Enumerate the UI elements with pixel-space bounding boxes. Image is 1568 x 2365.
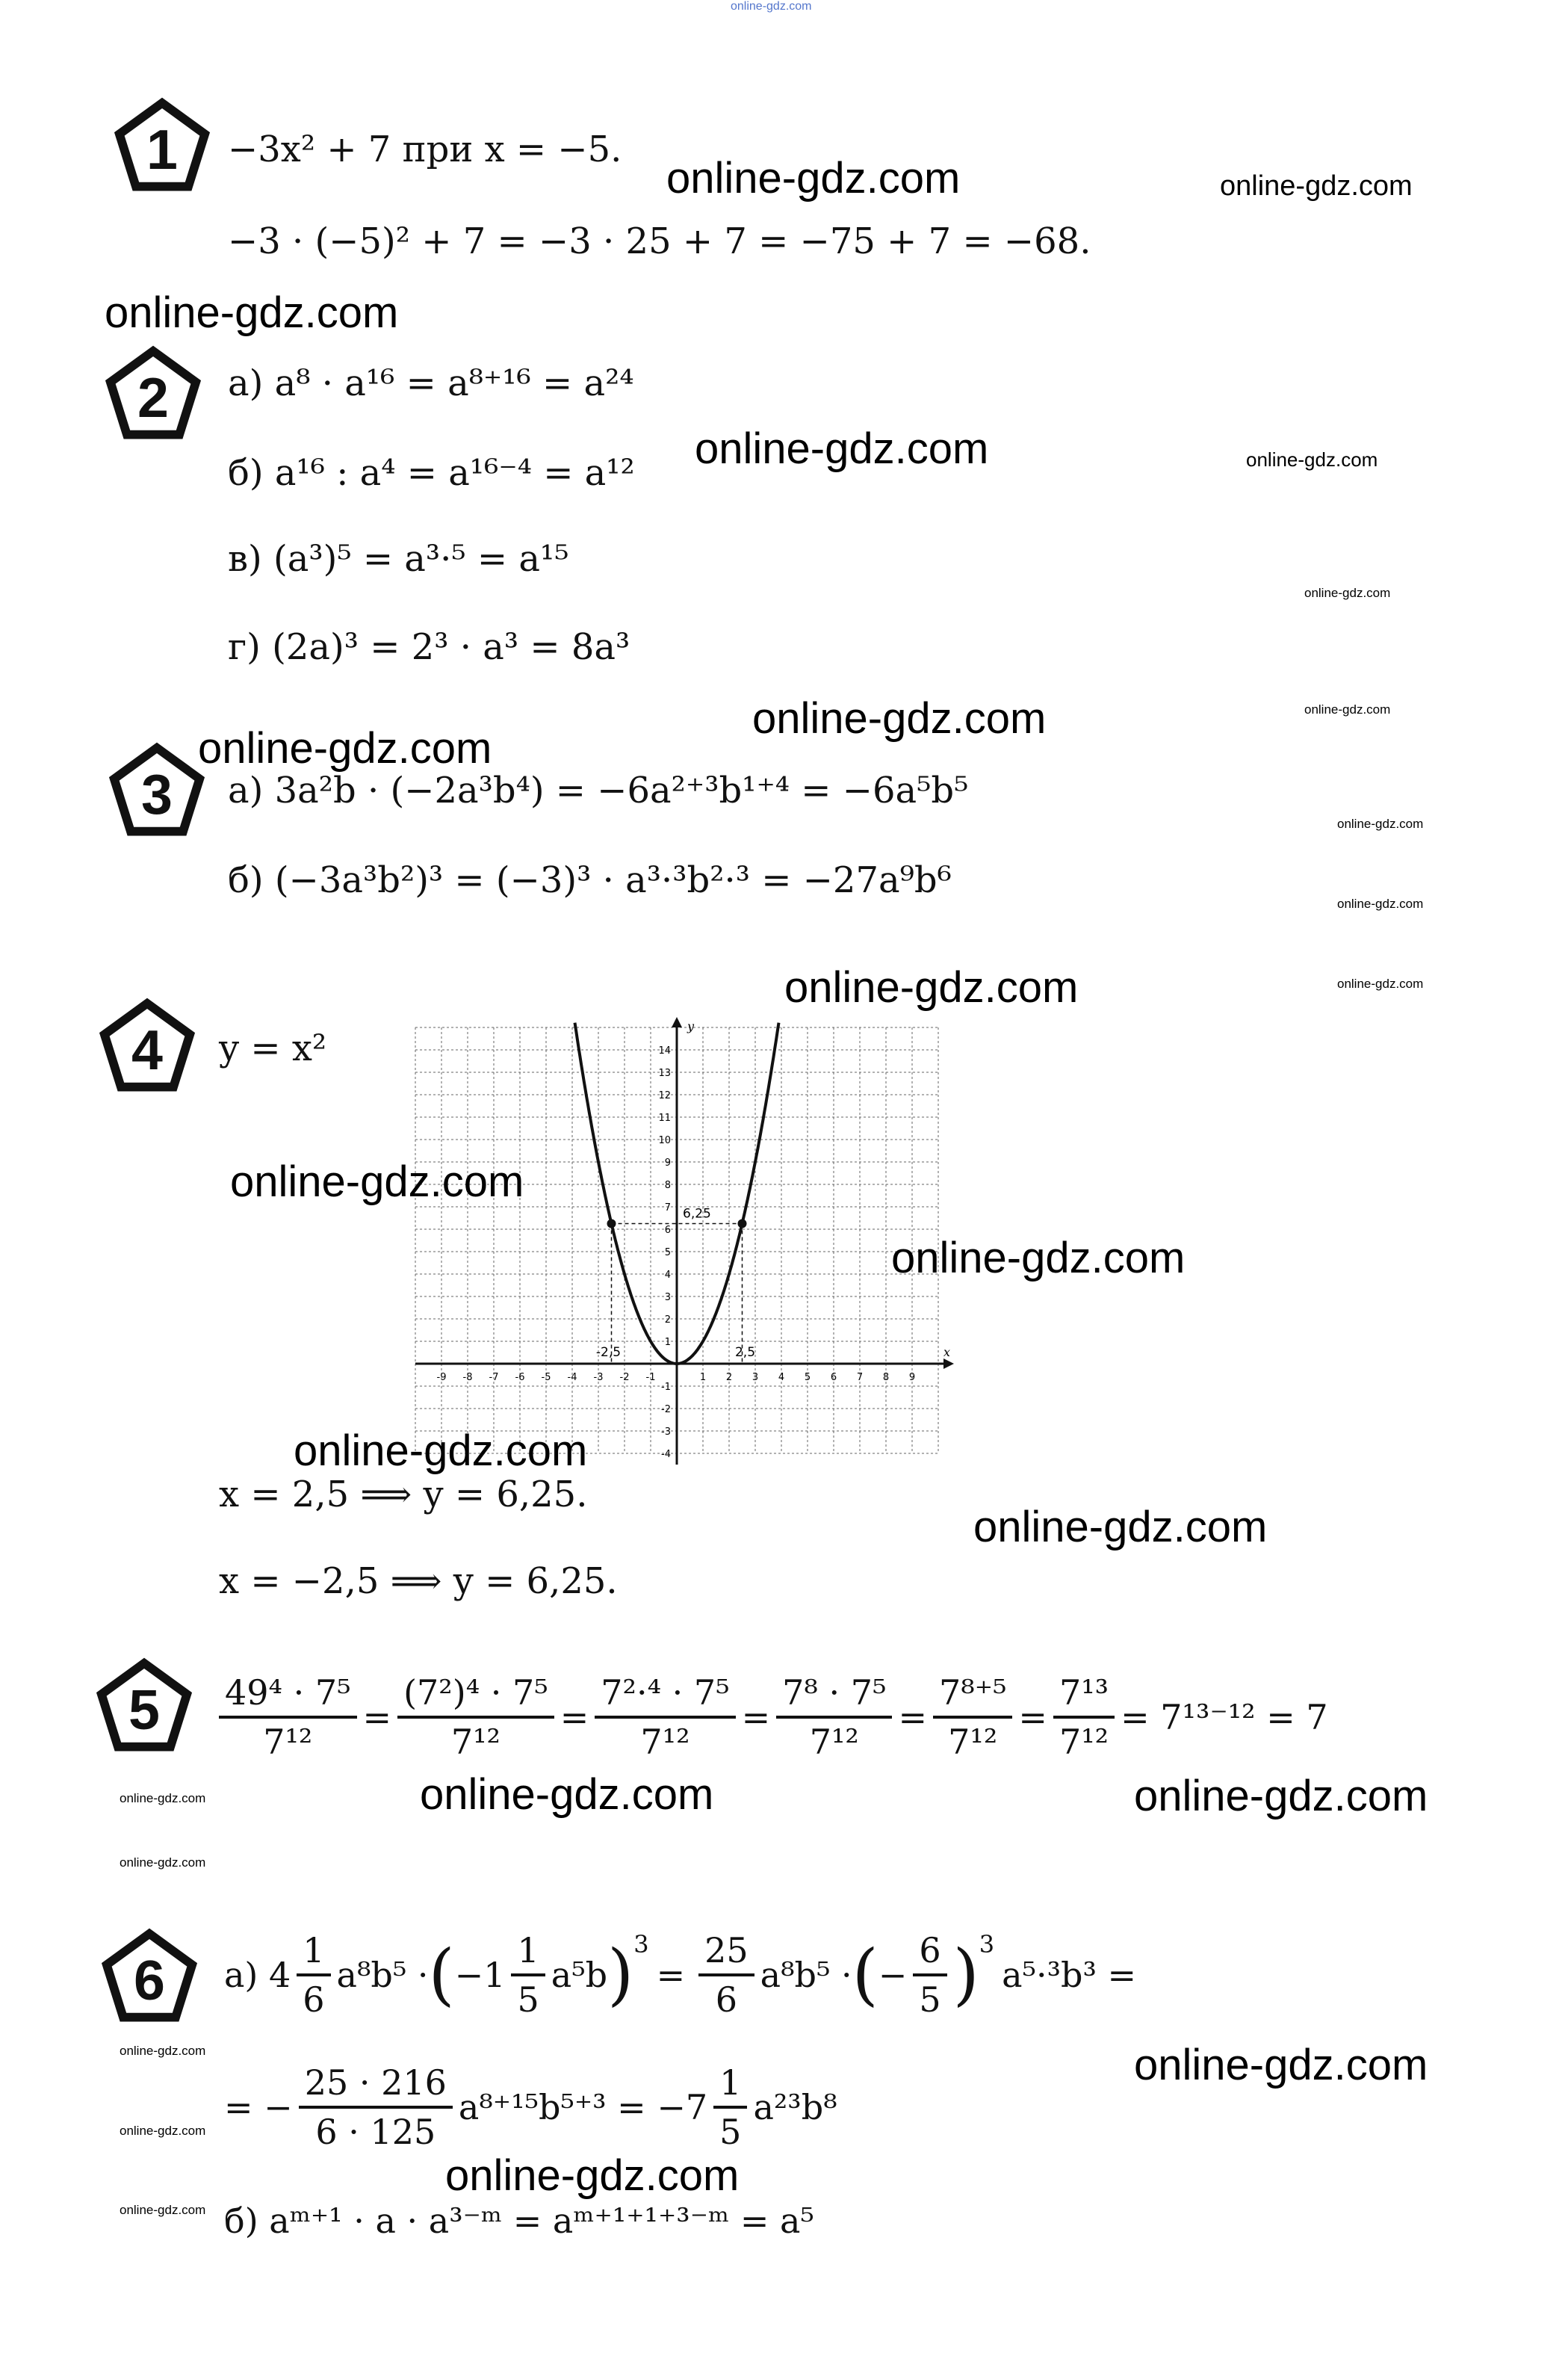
- watermark: online-gdz.com: [666, 154, 961, 203]
- watermark: online-gdz.com: [784, 963, 1079, 1012]
- task-3b: б) (−3a³b²)³ = (−3)³ · a³·³b²·³ = −27a⁹b⁶: [228, 859, 952, 901]
- task-4-line-2: x = −2,5 ⟹ y = 6,25.: [219, 1560, 618, 1602]
- fraction: $\frac{25 \cdot 216}{6 \cdot 125}$: [299, 2062, 453, 2152]
- task-5-tail: = 7¹³⁻¹² = 7: [1121, 1697, 1328, 1737]
- x-axis-label: x: [943, 1345, 951, 1359]
- task-1-expression: −3x² + 7 при x = −5.: [228, 129, 622, 170]
- y-tick-label: -2: [661, 1404, 671, 1415]
- watermark: online-gdz.com: [695, 424, 989, 473]
- task-2c: в) (a³)⁵ = a³·⁵ = a¹⁵: [228, 538, 569, 580]
- watermark: online-gdz.com: [120, 1855, 206, 1870]
- watermark: online-gdz.com: [1304, 702, 1391, 717]
- y-tick-label: 5: [664, 1247, 671, 1258]
- x-tick-label: -6: [515, 1372, 525, 1383]
- watermark: online-gdz.com: [891, 1234, 1186, 1282]
- y-tick-label: 14: [658, 1045, 671, 1057]
- task-6-badge: [101, 1928, 198, 2025]
- y-tick-label: 7: [664, 1202, 671, 1214]
- task-1-badge: [114, 97, 211, 194]
- watermark: online-gdz.com: [1337, 897, 1424, 911]
- y-axis-label: y: [687, 1019, 695, 1033]
- pentagon-icon: [99, 998, 196, 1095]
- pentagon-icon: [105, 345, 202, 442]
- watermark: online-gdz.com: [120, 1791, 206, 1805]
- pentagon-icon: [101, 1928, 198, 2025]
- x-tick-label: -4: [567, 1372, 577, 1383]
- watermark: online-gdz.com: [420, 1770, 714, 1819]
- watermark: online-gdz.com: [120, 2044, 206, 2058]
- watermark: online-gdz.com: [1220, 170, 1413, 202]
- task-2-number: 2: [137, 366, 169, 430]
- task-4-badge: [99, 998, 196, 1095]
- y-tick-label: -1: [661, 1382, 671, 1393]
- task-2-badge: [105, 345, 202, 442]
- fraction: $\frac{1}{5}$: [511, 1930, 545, 2020]
- watermark: online-gdz.com: [294, 1426, 588, 1475]
- watermark: online-gdz.com: [1337, 817, 1424, 831]
- watermark: online-gdz.com: [1134, 1772, 1428, 1820]
- y-tick-label: 3: [664, 1292, 671, 1303]
- task-1-number: 1: [146, 118, 178, 182]
- task-3-number: 3: [141, 763, 173, 826]
- watermark: online-gdz.com: [445, 2151, 740, 2200]
- fraction: $\frac{\text{49⁴ · 7⁵}}{\text{7¹²}}$: [219, 1672, 357, 1762]
- fraction: $\frac{\text{7⁸⁺⁵}}{\text{7¹²}}$: [933, 1672, 1012, 1762]
- fraction: $\frac{\text{7²·⁴ · 7⁵}}{\text{7¹²}}$: [595, 1672, 735, 1762]
- y-tick-label: 10: [658, 1135, 671, 1146]
- watermark: online-gdz.com: [1304, 586, 1391, 600]
- label-6-25: 6,25: [683, 1206, 711, 1222]
- y-tick-label: 13: [658, 1068, 671, 1079]
- x-tick-label: 3: [752, 1372, 759, 1383]
- x-tick-label: -2: [619, 1372, 630, 1383]
- fraction: $\frac{1}{6}$: [297, 1930, 330, 2020]
- watermark: online-gdz.com: [973, 1503, 1268, 1551]
- parabola-graph: [409, 1013, 951, 1461]
- fraction: $\frac{25}{6}$: [698, 1930, 754, 2020]
- y-tick-label: 1: [664, 1337, 671, 1348]
- y-tick-label: 12: [658, 1090, 671, 1101]
- x-tick-label: -1: [645, 1372, 656, 1383]
- x-tick-label: 6: [830, 1372, 837, 1383]
- y-tick-label: 4: [664, 1270, 671, 1281]
- x-tick-label: -3: [593, 1372, 604, 1383]
- watermark: online-gdz.com: [120, 2203, 206, 2217]
- pentagon-icon: [114, 97, 211, 194]
- fraction: $\frac{1}{5}$: [713, 2062, 747, 2152]
- x-tick-label: -7: [489, 1372, 499, 1383]
- fraction: $\frac{6}{5}$: [913, 1930, 946, 2020]
- watermark-top: online-gdz.com: [731, 0, 812, 13]
- task-3a: а) 3a²b · (−2a³b⁴) = −6a²⁺³b¹⁺⁴ = −6a⁵b⁵: [228, 770, 969, 811]
- y-tick-label: 9: [664, 1157, 671, 1169]
- pentagon-icon: [96, 1657, 193, 1755]
- x-tick-label: -9: [436, 1372, 447, 1383]
- watermark: online-gdz.com: [120, 2124, 206, 2138]
- x-tick-label: 1: [699, 1372, 707, 1383]
- watermark: online-gdz.com: [1337, 977, 1424, 991]
- watermark: online-gdz.com: [752, 694, 1047, 743]
- y-tick-label: -4: [661, 1449, 671, 1460]
- x-axis-arrow: [943, 1358, 954, 1369]
- y-tick-label: 2: [664, 1314, 671, 1326]
- task-3-badge: [108, 742, 205, 839]
- task-5-number: 5: [128, 1678, 160, 1742]
- x-tick-label: 7: [856, 1372, 864, 1383]
- task-6b: б) aᵐ⁺¹ · a · a³⁻ᵐ = aᵐ⁺¹⁺¹⁺³⁻ᵐ = a⁵: [224, 2201, 814, 2241]
- fraction: $\frac{\text{7¹³}}{\text{7¹²}}$: [1053, 1672, 1115, 1762]
- x-tick-label: -8: [462, 1372, 473, 1383]
- task-4-line-1: x = 2,5 ⟹ y = 6,25.: [219, 1474, 588, 1515]
- task-5-equation: $\frac{\text{49⁴ · 7⁵}}{\text{7¹²}}$ = $\frac{\text{(7²)⁴ · 7⁵}}{\text{7¹²}}$ = $\frac{\text{7²·⁴ · 7⁵}}{\text{7¹²}}$ = $\frac{\text{7⁸ · 7⁵}}{\text{7¹²}}$ = $\frac{\text{7⁸⁺⁵}}{\text{7¹²}}$ = $\frac{\text{7¹³}}{\text{7¹²}}$ = 7¹³⁻¹² = 7: [213, 1672, 1328, 1762]
- watermark: online-gdz.com: [230, 1157, 524, 1206]
- watermark: online-gdz.com: [105, 288, 399, 337]
- fraction: $\frac{\text{7⁸ · 7⁵}}{\text{7¹²}}$: [776, 1672, 892, 1762]
- task-1-solution: −3 · (−5)² + 7 = −3 · 25 + 7 = −75 + 7 = −68.: [228, 220, 1091, 262]
- y-tick-label: -3: [661, 1426, 671, 1438]
- task-4-number: 4: [131, 1018, 163, 1082]
- task-2d: г) (2a)³ = 2³ · a³ = 8a³: [228, 626, 630, 668]
- pentagon-icon: [108, 742, 205, 839]
- watermark: online-gdz.com: [1134, 2041, 1428, 2089]
- x-tick-label: 9: [908, 1372, 916, 1383]
- task-6a-line-2: = − $\frac{25 \cdot 216}{6 \cdot 125}$ a⁸⁺¹⁵b⁵⁺³ = −7 $\frac{1}{5}$ a²³b⁸: [224, 2062, 837, 2152]
- task-2a: а) a⁸ · a¹⁶ = a⁸⁺¹⁶ = a²⁴: [228, 362, 634, 404]
- task-6-number: 6: [134, 1949, 165, 2012]
- fraction: $\frac{\text{(7²)⁴ · 7⁵}}{\text{7¹²}}$: [397, 1672, 554, 1762]
- y-axis-arrow: [672, 1017, 682, 1027]
- label-neg-2-5: -2,5: [595, 1345, 622, 1360]
- task-2b: б) a¹⁶ : a⁴ = a¹⁶⁻⁴ = a¹²: [228, 452, 635, 494]
- task-6a-line: а) 4 $\frac{1}{6}$ a⁸b⁵ · ( −1 $\frac{1}{5}$ a⁵b ) 3 = $\frac{25}{6}$ a⁸b⁵ · ( − $\frac{6}{5}$ ) 3 a⁵·³b³ =: [224, 1930, 1137, 2020]
- x-tick-label: 2: [725, 1372, 733, 1383]
- y-tick-label: 11: [658, 1113, 671, 1124]
- x-tick-label: 8: [882, 1372, 890, 1383]
- x-tick-label: -5: [541, 1372, 551, 1383]
- y-tick-label: 8: [664, 1180, 671, 1191]
- x-tick-label: 5: [804, 1372, 811, 1383]
- task-5-badge: [96, 1657, 193, 1755]
- x-tick-label: 4: [778, 1372, 785, 1383]
- watermark: online-gdz.com: [198, 724, 492, 773]
- label-2-5: 2,5: [734, 1345, 756, 1360]
- watermark: online-gdz.com: [1246, 448, 1378, 471]
- task-4-function: y = x²: [219, 1027, 327, 1069]
- y-tick-label: 6: [664, 1225, 671, 1236]
